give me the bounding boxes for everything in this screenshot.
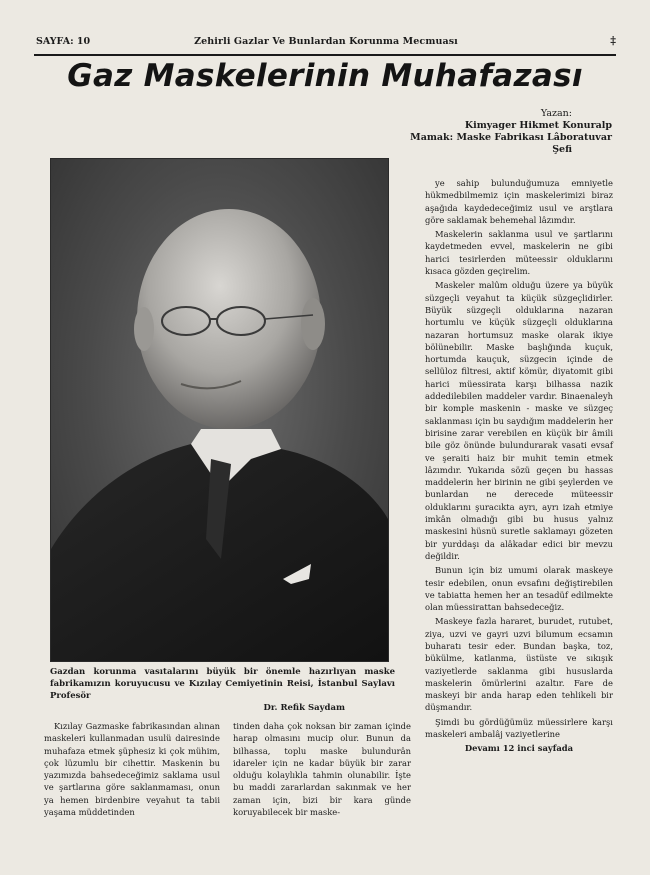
right-paragraph: Maskelerin saklanma usul ve şartlarını kaydetmeden evvel, maskelerin ne gibi harici tesirlerden müteessir olduklarını kısaca gözden geçirelim.	[425, 229, 613, 277]
right-paragraph: Maskeler malûm olduğu üzere ya büyük süzgeçli veyahut ta küçük süzgeçlidirler. Büyük süzgeçli olduklarına nazaran hortumlu ve küçük süzgeçli olduklarına nazaran hortumsuz maske olarak ikiye bölünebilir. Maske başlığında kuçuk, hortumda kauçuk, süzgecin içinde de sellüloz filtresi, aktif kömür, diyatomit gibi harici müessirata karşı bilhassa nazik addedilebilen maddeler vardır. Binaenaleyh bir komple maskenin - maske ve süzgeç saklanması için bu saydığım maddelerin her birisine zarar verebilen en küçük bir âmili bile göz önünde bulundurarak vasati evsaf ve şeraiti haiz bir muhit temin etmek lâzımdır. Yukarıda sözü geçen bu hassas maddelerin her birinin ne gibi şeylerden ve bunlardan ne derecede müteessir olduklarını şuracıkta ayrı, ayrı izah etmiye imkân olmadığı gibi bu husus yalnız maskesini hüsnü suretle saklamayı gözeten bir yurddaşı da alâkadar edici bir mevzu değildir.	[425, 280, 613, 561]
head-shape	[137, 209, 321, 429]
author-title-line1: Mamak: Maske Fabrikası Lâboratuvar	[410, 132, 612, 143]
right-column	[425, 177, 613, 755]
continued-note: Devamı 12 inci sayfada	[464, 743, 574, 754]
right-paragraph: Maskeye fazla hararet, burudet, rutubet, ziya, uzvi ve gayri uzvi bilumum ecsamın buharatı tesir eder. Bundan başka, toz, bükülme, katlanma, üstüste ve sıkışık vaziyetlerde saklanma gibi hususlarda maskelerin ömürlerini azaltır. Fare de maskeyi bir anda harap eden tehlikeli bir düşmandır.	[425, 616, 613, 713]
bottom-left-column	[44, 720, 220, 820]
page-mark: ‡	[610, 34, 616, 47]
left-ear	[134, 307, 154, 351]
right-ear	[301, 298, 325, 350]
photo-caption	[50, 666, 395, 714]
article-title: Gaz Maskelerinin Muhafazası	[67, 58, 583, 94]
right-paragraph: ye sahip bulunduğumuza emniyetle hükmedbilmemiz için maskelerimizi biraz aşağıda kaydedeceğimiz usul ve arştlara göre saklamak behemehal lâzımdır.	[425, 178, 613, 225]
byline	[372, 108, 612, 156]
portrait-photo	[50, 158, 389, 662]
bottom-middle-column	[233, 720, 411, 820]
caption-credit: Dr. Refik Saydam	[263, 703, 345, 713]
right-paragraph: Şimdi bu gördüğümüz müessirlere karşı maskeleri ambalâj vaziyetlerine	[425, 716, 613, 740]
caption-text: Gazdan korunma vasıtalarını büyük bir önemle hazırlıyan maske fabrikamızın koruyucusu ve Kızılay Cemiyetinin Reisi, İstanbul Saylavı Profesör	[50, 667, 395, 701]
byline-label: Yazan:	[540, 108, 572, 119]
page-number: SAYFA: 10	[36, 36, 91, 47]
portrait-illustration	[51, 159, 388, 661]
author-name: Kimyager Hikmet Konuralp	[464, 120, 612, 131]
author-title-line2: Şefi	[552, 144, 572, 155]
header-rule	[34, 54, 616, 56]
running-header	[36, 36, 616, 52]
right-paragraph: Bunun için biz umumi olarak maskeye tesir edebilen, onun evsafını değiştirebilen ve tabiatta hemen her an tesadüf edilmekte olan müessirattan bahsedeceğiz.	[425, 565, 613, 613]
bottom-middle-paragraph: tinden daha çok noksan bir zaman içinde harap olmasını mucip olur. Bunun da bilhassa, toplu maske bulundurân idareler için ne kadar büyük bir zarar olduğu kolaylıkla tahmin olunabilir. İşte bu maddi zararlardan sakınmak ve her zaman için, bizi bir kara günde koruyabilecek bir maske-	[233, 721, 411, 818]
bottom-left-paragraph: Kızılay Gazmaske fabrikasından alınan maskeleri kullanmadan usulü dairesinde muhafaza etmek şüphesiz ki çok mühim, çok lüzumlu bir cihettir. Maskenin bu yazımızda bahsedeceğimiz saklama usul ve şartlarına göre saklanmaması, onun ya hemen birdenbire veyahut ta tabii yaşama müddetinden	[44, 721, 220, 818]
magazine-title: Zehirli Gazlar Ve Bunlardan Korunma Mecmuası	[194, 36, 458, 47]
